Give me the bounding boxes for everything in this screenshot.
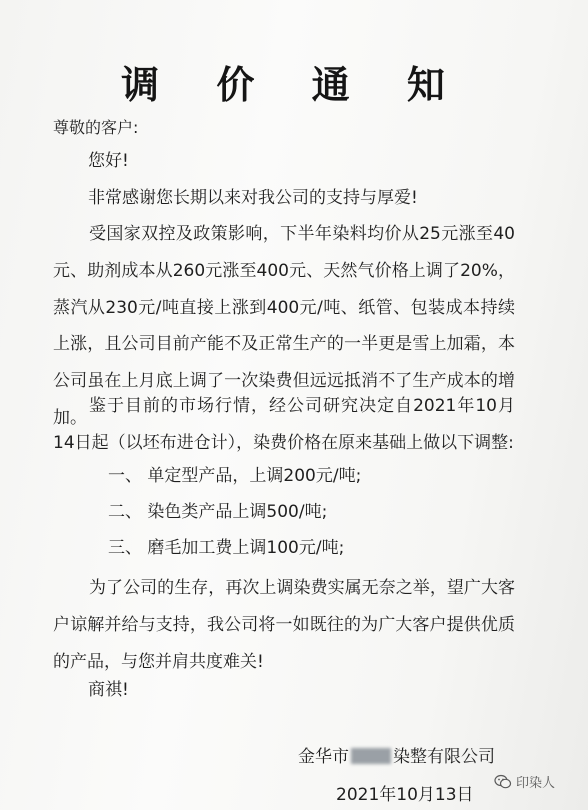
company-name-suffix: 染整有限公司 — [393, 747, 495, 767]
adjustment-item-2: 二、 染色类产品上调500/吨; — [108, 502, 328, 522]
source-watermark — [494, 772, 555, 791]
adjustment-item-3: 三、 磨毛加工费上调100元/吨; — [108, 538, 345, 558]
paragraph-thanks: 非常感谢您长期以来对我公司的支持与厚爱! — [88, 188, 418, 208]
notice-date: 2021年10月13日 — [336, 785, 474, 805]
company-name-prefix: 金华市 — [298, 747, 349, 767]
wechat-icon — [494, 774, 512, 790]
watermark-label: 印染人 — [516, 776, 556, 791]
adjustment-item-1: 一、 单定型产品，上调200元/吨; — [108, 466, 362, 486]
notice-title: 调 价 通 知 — [121, 62, 467, 107]
redaction-blur — [351, 748, 391, 764]
company-name — [298, 742, 495, 767]
paragraph-cost-increase: 受国家双控及政策影响，下半年染料均价从25元涨至40元、助剂成本从260元涨至400元、天然气价格上调了20%，蒸汽从230元/吨直接上涨到400元/吨、纸管、包装成本持续上涨，且公司目前产能不及正常生产的一半更是雪上加霜，本公司虽在上月底上调了一次染费但远远抵消不了生产成本的增加。 — [53, 224, 515, 428]
paragraph-appeal: 为了公司的生存，再次上调染费实属无奈之举，望广大客户谅解并给与支持，我公司将一如既往的为广大客户提供优质的产品，与您并肩共度难关! — [53, 578, 515, 672]
closing-regards: 商祺! — [88, 680, 129, 700]
greeting: 您好! — [88, 151, 129, 171]
paragraph-decision: 鉴于目前的市场行情，经公司研究决定自2021年10月14日起（以坯布进仓计），染费价格在原来基础上做以下调整: — [53, 396, 515, 453]
salutation: 尊敬的客户: — [53, 118, 139, 137]
